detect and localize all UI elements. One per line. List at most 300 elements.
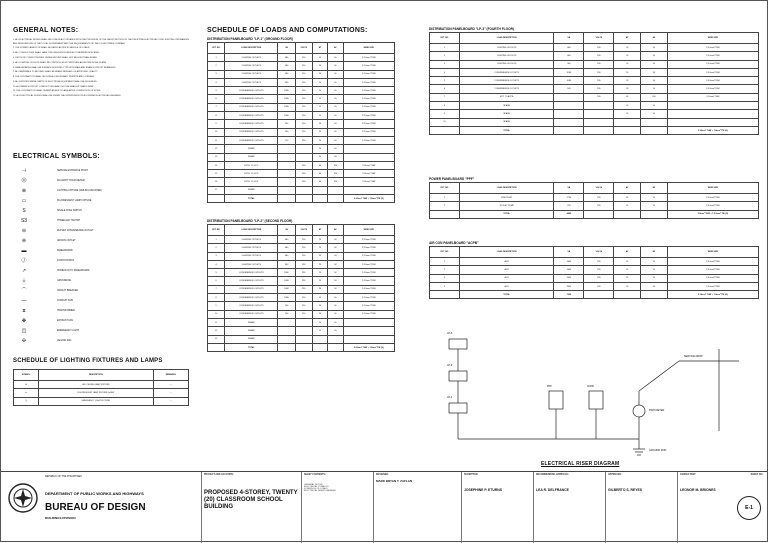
table-cell: 230 <box>584 194 614 202</box>
table-cell: 900 <box>278 128 295 136</box>
table-header-cell: VA <box>554 247 584 258</box>
table-cell: 2-3.5mm² THW <box>343 260 394 268</box>
panel-ppf-caption: POWER PANELBOARD "PPF" <box>429 177 475 181</box>
table-cell: 1800 <box>554 266 584 274</box>
table-cell: 2-14mm² THW <box>343 178 394 186</box>
table-row <box>208 244 395 252</box>
table-cell: 50 <box>328 269 343 277</box>
riser-diagram <box>429 331 761 459</box>
table-cell: 480 <box>554 52 584 60</box>
submitted-label: SUBMITTED: <box>464 474 479 476</box>
table-cell <box>278 318 295 326</box>
table-row <box>14 397 189 405</box>
table-cell: 230 <box>584 44 614 52</box>
table-cell <box>295 145 312 153</box>
table-cell: 4 <box>208 78 225 86</box>
table-cell: 20 <box>312 128 327 136</box>
table-cell: LIGHTING OUTLETS <box>225 54 278 62</box>
table-cell: 2-3.5mm² THW <box>343 87 394 95</box>
table-cell: 50 <box>328 62 343 70</box>
riser-label-ppf: PPF <box>547 385 552 388</box>
table-total-cell: TOTAL <box>225 343 278 351</box>
table-cell: 50 <box>328 103 343 111</box>
table-row <box>430 52 759 60</box>
transformer-icon: ⧖ <box>22 308 26 314</box>
table-cell: 1800 <box>554 258 584 266</box>
ceiling-fan-icon: ✣ <box>21 338 27 344</box>
table-cell <box>328 186 343 194</box>
table-cell: 2-3.5mm² THW <box>343 120 394 128</box>
table-cell: 2 <box>208 62 225 70</box>
table-cell: 20 <box>312 260 327 268</box>
table-cell: ◫ <box>14 397 39 405</box>
symbol-description: EMERGENCY LIGHT <box>57 330 80 332</box>
table-cell: 5 <box>208 269 225 277</box>
riser-label-lp2: LP-2 <box>447 364 453 367</box>
table-total-cell <box>641 291 668 299</box>
table-cell <box>343 186 394 194</box>
table-cell: 10 <box>208 310 225 318</box>
table-cell: EXT. TO ACPB <box>459 93 553 101</box>
table-row <box>208 128 395 136</box>
table-cell <box>614 118 641 126</box>
table-cell: 50 <box>328 153 343 161</box>
table-header-cell: VA <box>554 33 584 44</box>
table-cell <box>584 102 614 110</box>
table-cell: 100 <box>328 178 343 186</box>
table-cell: 2-5.5mm² THW <box>667 194 758 202</box>
table-header-cell: LOAD DESCRIPTION <box>225 225 278 236</box>
symbol-description: TRANSFORMER <box>57 310 75 312</box>
table-cell: 50 <box>328 244 343 252</box>
table-header-cell: LOAD DESCRIPTION <box>225 43 278 54</box>
ground-icon: ⏚ <box>21 278 27 284</box>
table-cell: 50 <box>641 274 668 282</box>
sheet-contents-3: ELECTRICAL RISER DIAGRAM <box>304 490 336 492</box>
table-cell: 50 <box>641 194 668 202</box>
table-cell: 2-3.5mm² THW <box>343 302 394 310</box>
table-cell: CONVENIENCE OUTLETS <box>225 136 278 144</box>
table-cell: 2-3.5mm² THW <box>343 294 394 302</box>
meter-icon: Ⓜ <box>21 178 27 184</box>
recommending-by: LEA R. DELFRANCE <box>536 488 569 492</box>
table-total-cell <box>584 210 614 218</box>
symbol-description: JUNCTION BOX <box>57 260 75 262</box>
table-total-cell <box>430 210 460 218</box>
project-label: PROJECT AND LOCATION: <box>204 474 234 476</box>
table-cell: 7 <box>208 285 225 293</box>
table-cell: 3 <box>208 252 225 260</box>
table-cell <box>328 335 343 343</box>
table-cell: 20 <box>312 54 327 62</box>
table-header-cell: LOAD DESCRIPTION <box>459 33 553 44</box>
table-cell: 20 <box>614 266 641 274</box>
table-header-cell: WIRE SIZE <box>667 33 758 44</box>
symbol-description: DUPLEX CONVENIENCE OUTLET <box>57 230 94 232</box>
emergency-light-icon: ◫ <box>21 328 27 334</box>
symbol-description: SERVICE ENTRANCE POINT <box>57 170 88 172</box>
table-cell: 2-3.5mm² THW <box>343 252 394 260</box>
table-cell: 480 <box>278 252 295 260</box>
table-header-cell: DESCRIPTION <box>39 370 154 381</box>
table-row <box>208 95 395 103</box>
table-cell: 20 <box>312 120 327 128</box>
table-cell: 3 <box>430 274 460 282</box>
table-cell: 1 <box>430 258 460 266</box>
table-header-cell: AF <box>328 43 343 54</box>
table-cell: 1080 <box>278 103 295 111</box>
bureau-label: BUREAU OF DESIGN <box>45 502 146 513</box>
table-cell: 20 <box>312 252 327 260</box>
table-cell: 2-3.5mm² THW <box>343 103 394 111</box>
table-cell <box>295 327 312 335</box>
electrical-symbols-list <box>13 167 189 347</box>
table-cell: 2-3.5mm² THW <box>343 95 394 103</box>
table-cell <box>278 145 295 153</box>
table-header-cell: AT <box>614 183 641 194</box>
table-cell: 20 <box>312 318 327 326</box>
table-header-cell: REMARKS <box>153 370 188 381</box>
table-cell: 9 <box>208 120 225 128</box>
designed-by: MARK BRYAN T. ZAFLAN <box>376 479 413 483</box>
table-cell: 2-3.5mm² THW <box>667 68 758 76</box>
table-cell: 12 <box>208 327 225 335</box>
table-cell: 20 <box>312 285 327 293</box>
table-cell: 50 <box>328 252 343 260</box>
table-cell: 50 <box>641 60 668 68</box>
table-cell: 230 <box>584 266 614 274</box>
symbol-row <box>13 337 189 347</box>
general-note-item: 9. ALL EXPOSED METAL PARTS OF ELECTRICAL EQUIPMENT SHALL BE GROUNDED. <box>13 80 98 83</box>
table-cell: 10 <box>208 128 225 136</box>
table-header-cell: WIRE SIZE <box>343 225 394 236</box>
table-row <box>208 112 395 120</box>
symbol-row <box>13 247 189 257</box>
table-cell: CONVENIENCE OUTLETS <box>459 77 553 85</box>
table-cell: 13 <box>208 335 225 343</box>
department-label: DEPARTMENT OF PUBLIC WORKS AND HIGHWAYS <box>45 491 144 496</box>
table-header-cell: AF <box>641 183 668 194</box>
table-total-row <box>430 291 759 299</box>
table-cell: 20 <box>312 310 327 318</box>
division-label: BUILDINGS DIVISION <box>45 516 76 520</box>
panel-ppf-table <box>429 182 759 219</box>
table-cell <box>641 118 668 126</box>
table-cell: 2-3.5mm² THW <box>667 52 758 60</box>
table-cell: 230 <box>295 244 312 252</box>
project-name: PROPOSED 4-STOREY, TWENTY (20) CLASSROOM SCHOOL BUILDING <box>204 490 298 510</box>
circuit-breaker-icon: ⌒ <box>21 288 27 294</box>
symbol-description: FLUORESCENT LAMP FIXTURE <box>57 200 92 202</box>
symbol-row <box>13 217 189 227</box>
table-cell: 16 <box>208 178 225 186</box>
electrical-symbols-title: ELECTRICAL SYMBOLS: <box>13 153 100 160</box>
table-total-cell: TOTAL <box>459 126 553 134</box>
table-total-cell <box>208 195 225 203</box>
table-cell: 230 <box>584 85 614 93</box>
table-cell: 11 <box>208 136 225 144</box>
table-cell: 20 <box>312 236 327 244</box>
general-note-item: 1. ALL ELECTRICAL WORKS SHALL BE DONE IN ACCORDANCE WITH THE PROVISION OF THE LATEST EDITION OF THE PHILIPPINE ELECTRICAL CODE, EXISTING ORDINANCES AND REGULATIONS OF THE LOCAL GOVERNMENT AND THE REQUIREMENTS OF THE LOCAL POWER COMPANY. <box>13 39 189 45</box>
table-cell: 50 <box>641 282 668 290</box>
table-cell: 900 <box>278 120 295 128</box>
table-cell: CONVENIENCE OUTLETS <box>225 285 278 293</box>
table-cell <box>312 335 327 343</box>
table-cell: 2-3.5mm² THW <box>667 60 758 68</box>
table-total-cell <box>554 126 584 134</box>
symbol-row <box>13 287 189 297</box>
table-cell: 230 <box>295 136 312 144</box>
table-cell: 20 <box>614 68 641 76</box>
table-cell: 20 <box>312 327 327 335</box>
table-cell: 100 <box>328 161 343 169</box>
table-cell: 20 <box>312 294 327 302</box>
table-cell: 20 <box>312 78 327 86</box>
table-row <box>208 285 395 293</box>
table-cell: CONVENIENCE OUTLETS <box>459 85 553 93</box>
table-row <box>430 110 759 118</box>
symbol-description: LIGHTING FIXTURE (CEILING MOUNTED) <box>57 190 102 192</box>
table-cell: 1080 <box>278 269 295 277</box>
table-row <box>208 335 395 343</box>
table-cell: 50 <box>641 110 668 118</box>
table-header-cell: VOLTS <box>584 247 614 258</box>
table-cell: 20 <box>614 102 641 110</box>
table-cell: EXTN. TO LP-4 <box>225 178 278 186</box>
table-cell: 11 <box>208 318 225 326</box>
table-cell: 20 <box>614 85 641 93</box>
table-row <box>14 389 189 397</box>
table-cell: 50 <box>641 258 668 266</box>
general-note-item: 5. ALL LIGHTING OUTLETS SHALL BE CONTROLLED BY SWITCHES AS SHOWN IN THE PLANS. <box>13 61 107 64</box>
table-cell: ACU <box>459 274 553 282</box>
junction-box-icon: Ⓙ <box>21 258 27 264</box>
table-cell: 1 <box>208 236 225 244</box>
table-cell: CONVENIENCE OUTLETS <box>225 95 278 103</box>
table-cell: 900 <box>278 302 295 310</box>
table-cell: 2-3.5mm² THW <box>343 128 394 136</box>
table-cell: LIGHTING OUTLETS <box>225 236 278 244</box>
table-row <box>14 381 189 389</box>
table-cell: 230 <box>295 70 312 78</box>
tb-submitted <box>461 472 533 543</box>
lighting-schedule-title: SCHEDULE OF LIGHTING FIXTURES AND LAMPS <box>13 358 163 364</box>
symbol-description: THREE-WAY SWITCH <box>57 220 81 222</box>
table-cell: LED CEILING LAMP FIXTURE <box>39 381 154 389</box>
table-cell: 20 <box>614 44 641 52</box>
table-row <box>208 277 395 285</box>
table-cell: 2-3.5mm² THW <box>343 310 394 318</box>
table-total-cell <box>295 343 312 351</box>
table-cell: 50 <box>641 44 668 52</box>
table-cell: 230 <box>295 95 312 103</box>
general-note-item: 8. THE CONTRACTOR SHALL SECURE ALL NECESSARY PERMITS AND LICENSES. <box>13 76 95 79</box>
symbol-row <box>13 237 189 247</box>
table-total-cell <box>328 195 343 203</box>
table-cell: 30 <box>614 194 641 202</box>
table-cell: 50 <box>328 302 343 310</box>
table-cell <box>278 327 295 335</box>
table-row <box>430 258 759 266</box>
table-cell <box>295 335 312 343</box>
table-row <box>430 274 759 282</box>
table-cell: 360 <box>278 78 295 86</box>
table-cell: LIGHTING OUTLETS <box>225 62 278 70</box>
table-cell <box>667 110 758 118</box>
table-header-cell: CKT. NO. <box>430 183 460 194</box>
table-cell: 2 <box>430 52 460 60</box>
table-cell <box>278 161 295 169</box>
table-cell: CONVENIENCE OUTLETS <box>225 294 278 302</box>
table-row <box>430 60 759 68</box>
table-cell: 1080 <box>554 68 584 76</box>
table-cell: ACU <box>459 282 553 290</box>
table-cell: — <box>153 397 188 405</box>
table-cell: 230 <box>295 285 312 293</box>
table-total-cell <box>312 195 327 203</box>
table-header-cell: CKT. NO. <box>430 247 460 258</box>
table-cell: 6 <box>208 277 225 285</box>
table-cell: SPARE <box>459 110 553 118</box>
table-cell: ACU <box>459 266 553 274</box>
table-cell: 1080 <box>278 277 295 285</box>
table-cell: LIGHTING OUTLETS <box>225 78 278 86</box>
table-cell: 12 <box>208 145 225 153</box>
table-row <box>430 85 759 93</box>
table-cell: 2-3.5mm² THW <box>667 274 758 282</box>
symbol-description: GROUNDING <box>57 280 72 282</box>
tb-recommending <box>533 472 605 543</box>
table-cell <box>295 153 312 161</box>
table-cell: 20 <box>614 52 641 60</box>
table-cell: 2 <box>430 202 460 210</box>
fluorescent-icon: ▭ <box>21 198 27 204</box>
title-block <box>1 471 767 543</box>
symbol-row <box>13 257 189 267</box>
table-cell: 230 <box>295 62 312 70</box>
table-cell: 230 <box>295 260 312 268</box>
table-total-row <box>208 195 395 203</box>
table-header-cell: WIRE SIZE <box>343 43 394 54</box>
convenience-outlet-icon: ⊖ <box>21 228 27 234</box>
table-cell <box>278 170 295 178</box>
tb-approved <box>605 472 677 543</box>
table-cell: SPARE <box>225 186 278 194</box>
table-cell <box>343 153 394 161</box>
table-cell: 5 <box>208 87 225 95</box>
table-cell: 230 <box>584 60 614 68</box>
table-row <box>208 103 395 111</box>
riser-label-ground: GROUND ROD <box>649 449 667 452</box>
table-header-cell: AT <box>312 225 327 236</box>
table-cell: SPARE <box>225 145 278 153</box>
table-header-row <box>208 225 395 236</box>
table-total-cell <box>641 126 668 134</box>
table-cell: 480 <box>278 244 295 252</box>
table-row <box>430 77 759 85</box>
table-cell: 2-3.5mm² THW <box>343 269 394 277</box>
table-cell: — <box>153 389 188 397</box>
symbol-row <box>13 297 189 307</box>
table-total-cell <box>312 343 327 351</box>
table-cell: 20 <box>312 87 327 95</box>
riser-title: ELECTRICAL RISER DIAGRAM <box>541 461 620 467</box>
table-cell: 230 <box>584 52 614 60</box>
table-total-row <box>208 343 395 351</box>
table-cell: 50 <box>328 136 343 144</box>
panel-acpb-table <box>429 246 759 299</box>
table-cell: 2-3.5mm² THW <box>667 202 758 210</box>
symbol-row <box>13 167 189 177</box>
table-cell: 3 <box>430 60 460 68</box>
panel-lp1-caption: DISTRIBUTION PANELBOARD "LP-1" (GROUND FLOOR) <box>207 37 293 41</box>
table-cell: 50 <box>641 52 668 60</box>
table-cell: JOCKEY PUMP <box>459 202 553 210</box>
table-cell <box>554 93 584 101</box>
table-total-cell <box>278 343 295 351</box>
table-row <box>208 70 395 78</box>
table-total-cell <box>430 126 460 134</box>
table-cell: 230 <box>295 252 312 260</box>
panelboard-icon: ▬ <box>21 248 27 254</box>
table-header-cell: AT <box>312 43 327 54</box>
riser-box-lp3 <box>449 339 467 349</box>
table-cell: 50 <box>328 277 343 285</box>
table-cell: ⊕ <box>14 381 39 389</box>
table-cell: 230 <box>295 112 312 120</box>
tb-agency <box>1 472 201 543</box>
exhaust-fan-icon: ✤ <box>21 318 27 324</box>
table-header-row <box>430 33 759 44</box>
table-cell: 6 <box>430 85 460 93</box>
riser-box-lp1 <box>449 403 467 413</box>
table-header-cell: WIRE SIZE <box>667 183 758 194</box>
table-cell: 2 <box>430 266 460 274</box>
approved-by: GILBERTO S. REYES <box>608 488 643 492</box>
table-cell: 8 <box>430 102 460 110</box>
symbol-description: EXHAUST FAN <box>57 320 73 322</box>
table-cell: 50 <box>328 120 343 128</box>
table-cell <box>667 118 758 126</box>
table-cell: 50 <box>641 85 668 93</box>
table-header-cell: AT <box>614 247 641 258</box>
table-cell: 1080 <box>278 87 295 95</box>
symbol-row <box>13 317 189 327</box>
table-total-cell: 2-30mm² THW + 1-8mm² TW (G) <box>343 195 394 203</box>
lighting-schedule-table <box>13 369 189 406</box>
table-total-cell <box>584 126 614 134</box>
table-cell: 1080 <box>554 77 584 85</box>
table-cell: — <box>153 381 188 389</box>
panel-lp1-table <box>207 42 395 203</box>
table-row <box>208 327 395 335</box>
table-cell: LIGHTING OUTLETS <box>225 252 278 260</box>
symbol-row <box>13 207 189 217</box>
table-row <box>430 93 759 101</box>
table-total-cell: 4480 <box>554 210 584 218</box>
riser-box-ppf <box>549 391 563 409</box>
tb-designed <box>373 472 461 543</box>
table-cell: 1 <box>430 44 460 52</box>
table-cell <box>295 318 312 326</box>
table-cell: CONVENIENCE OUTLETS <box>225 128 278 136</box>
table-cell: 2-3.5mm² THW <box>343 277 394 285</box>
table-cell: 230 <box>295 170 312 178</box>
table-cell <box>278 335 295 343</box>
panel-lp3-table <box>429 32 759 135</box>
table-cell: 2-3.5mm² THW <box>667 44 758 52</box>
table-cell <box>278 153 295 161</box>
